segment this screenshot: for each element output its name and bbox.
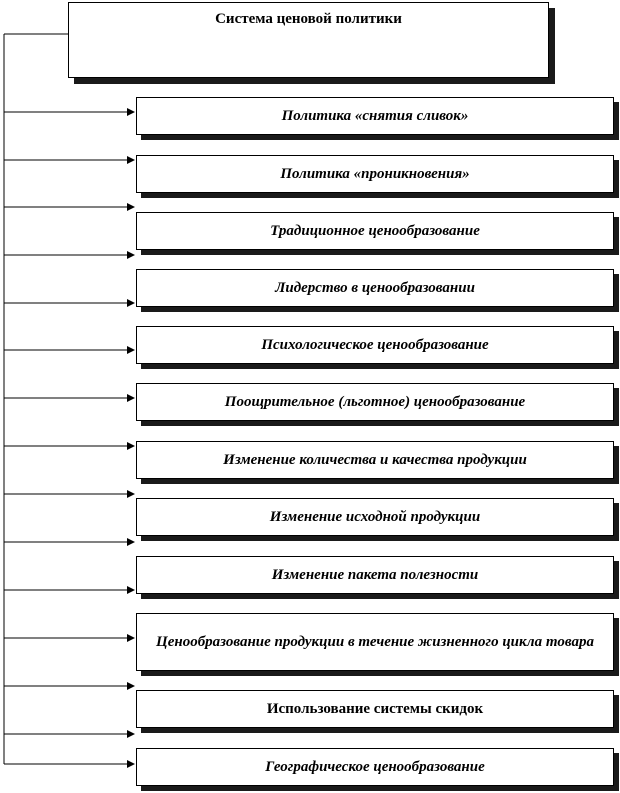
box-discount-system	[136, 690, 614, 728]
box-quantity-quality-change	[136, 441, 614, 479]
box-label: Традиционное ценообразование	[270, 222, 480, 239]
box-price-leadership	[136, 269, 614, 307]
box-label: Изменение исходной продукции	[269, 508, 481, 525]
box-label: Изменение количества и качества продукции	[223, 451, 527, 468]
box-skimming-policy	[136, 97, 614, 135]
box-original-product-change	[136, 498, 614, 536]
box-incentive-pricing	[136, 383, 614, 421]
root-box	[68, 2, 549, 78]
root-title: Система ценовой политики	[215, 11, 402, 27]
box-lifecycle-pricing	[136, 613, 614, 671]
box-label: Политика «проникновения»	[280, 165, 470, 182]
box-traditional-pricing	[136, 212, 614, 250]
box-label: Использование системы скидок	[266, 700, 484, 717]
box-psychological-pricing	[136, 326, 614, 364]
box-penetration-policy	[136, 155, 614, 193]
box-label: Ценообразование продукции в течение жизненного цикла товара	[156, 633, 594, 650]
box-geographic-pricing	[136, 748, 614, 786]
box-utility-package-change	[136, 556, 614, 594]
box-label: Политика «снятия сливок»	[281, 107, 469, 124]
box-label: Географическое ценообразование	[265, 758, 485, 775]
box-label: Изменение пакета полезности	[271, 566, 479, 583]
box-label: Психологическое ценообразование	[261, 336, 489, 353]
box-label: Поощрительное (льготное) ценообразование	[224, 393, 526, 410]
box-label: Лидерство в ценообразовании	[275, 279, 475, 296]
